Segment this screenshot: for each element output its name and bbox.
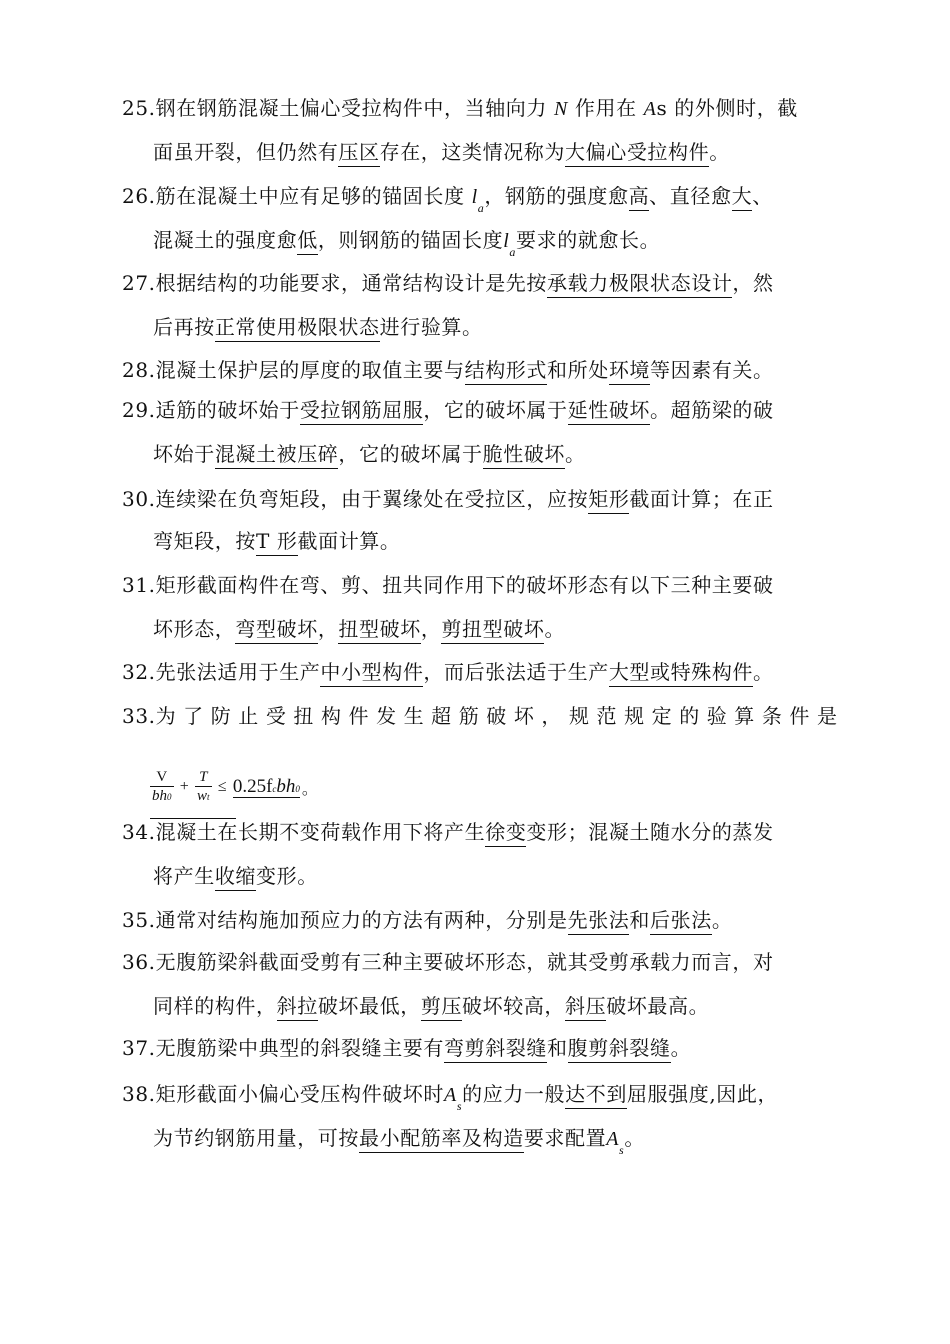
question-31-line-2 bbox=[153, 615, 565, 643]
question-text: 的应力一般 bbox=[462, 1082, 566, 1106]
plus-sign: + bbox=[179, 778, 189, 795]
question-text: 29.适筋的破坏始于 bbox=[122, 398, 300, 422]
question-text: 和所处 bbox=[547, 358, 609, 382]
question-text: 。 bbox=[670, 1036, 692, 1060]
question-25-line-2 bbox=[153, 138, 730, 166]
question-text: l bbox=[471, 186, 478, 208]
question-text: a bbox=[477, 201, 485, 215]
answer-blank: 后张法 bbox=[650, 908, 712, 935]
question-text: 破坏最低， bbox=[317, 994, 421, 1018]
answer-blank: 先张法 bbox=[568, 908, 630, 935]
question-text: 35.通常对结构施加预应力的方法有两种，分别是 bbox=[122, 908, 568, 932]
torsion-fraction bbox=[195, 768, 212, 806]
question-text: ，则钢筋的锚固长度 bbox=[317, 228, 504, 252]
question-30-line-1 bbox=[122, 485, 774, 513]
question-text: 和 bbox=[547, 1036, 568, 1060]
question-text: ，而后张法适于生产 bbox=[423, 660, 609, 684]
question-text: ，然 bbox=[732, 271, 774, 295]
question-text: 作用在 bbox=[567, 96, 644, 120]
answer-blank: 压区 bbox=[338, 140, 379, 167]
question-text: 同样的构件， bbox=[153, 994, 277, 1018]
question-text: A bbox=[606, 1128, 620, 1150]
question-text: 面虽开裂，但仍然有 bbox=[153, 140, 339, 164]
question-text: 进行验算。 bbox=[379, 315, 483, 339]
question-text: 要求配置 bbox=[523, 1126, 607, 1150]
question-text: 变形。 bbox=[256, 864, 318, 888]
question-text: s 的外侧时，截 bbox=[656, 96, 798, 120]
question-text: 混凝土的强度愈 bbox=[153, 228, 298, 252]
question-text: 变形；混凝土随水分的蒸发 bbox=[526, 820, 774, 844]
question-text: 、直径愈 bbox=[649, 184, 732, 208]
question-text: 截面计算；在正 bbox=[629, 487, 774, 511]
question-text: 截面计算。 bbox=[297, 529, 401, 553]
answer-blank: 弯型破坏 bbox=[235, 617, 317, 644]
question-text: 25.钢在钢筋混凝土偏心受拉构件中，当轴向力 bbox=[122, 96, 554, 120]
question-text: 存在，这类情况称为 bbox=[379, 140, 566, 164]
question-37-line-1 bbox=[122, 1034, 691, 1062]
formula-rhs: 0.25fcbh0 bbox=[232, 776, 300, 797]
answer-blank: 混凝土被压碎 bbox=[215, 442, 339, 469]
question-36-line-1 bbox=[122, 948, 774, 976]
question-text: A bbox=[643, 98, 657, 120]
question-27-line-1 bbox=[122, 269, 774, 297]
answer-blank: 受拉钢筋屈服 bbox=[300, 398, 424, 425]
answer-blank: 矩形 bbox=[588, 487, 629, 514]
answer-blank: 最小配筋率及构造 bbox=[359, 1126, 524, 1153]
answer-blank: 剪压 bbox=[421, 994, 462, 1021]
question-38-line-1 bbox=[122, 1080, 778, 1111]
question-text: 37.无腹筋梁中典型的斜裂缝主要有 bbox=[122, 1036, 445, 1060]
answer-blank: 达不到 bbox=[565, 1082, 627, 1109]
answer-blank: 承载力极限状态设计 bbox=[547, 271, 732, 298]
question-text: s bbox=[456, 1099, 463, 1113]
torsion-check-formula bbox=[150, 768, 320, 806]
question-29-line-1 bbox=[122, 396, 774, 424]
question-28-line-1 bbox=[122, 356, 774, 384]
answer-blank: T 形 bbox=[256, 529, 298, 556]
question-38-line-2 bbox=[153, 1124, 645, 1155]
answer-blank: 中小型构件 bbox=[320, 660, 423, 687]
leq-sign: ≤ bbox=[217, 778, 227, 795]
question-34-line-2 bbox=[153, 862, 318, 890]
question-33-line-1 bbox=[122, 702, 838, 730]
question-text: 为节约钢筋用量，可按 bbox=[153, 1126, 359, 1150]
answer-blank: 正常使用极限状态 bbox=[215, 315, 380, 342]
answer-blank: 延性破坏 bbox=[568, 398, 650, 425]
question-26-line-2 bbox=[153, 226, 660, 257]
question-36-line-2 bbox=[153, 992, 709, 1020]
question-text: 破坏较高， bbox=[462, 994, 566, 1018]
question-text: 。 bbox=[624, 1126, 645, 1150]
question-text: ， bbox=[317, 617, 339, 641]
question-31-line-1 bbox=[122, 571, 774, 599]
question-26-line-1 bbox=[122, 182, 773, 213]
answer-blank: 腹剪斜裂缝 bbox=[568, 1036, 671, 1063]
answer-blank: 大 bbox=[732, 184, 753, 211]
question-text: 、 bbox=[752, 184, 773, 208]
question-25-line-1 bbox=[122, 94, 798, 123]
question-29-line-2 bbox=[153, 440, 586, 468]
question-35-line-1 bbox=[122, 906, 732, 934]
answer-blank: 结构形式 bbox=[465, 358, 547, 385]
fraction-denominator: bh0 bbox=[152, 788, 172, 804]
question-text: 28.混凝土保护层的厚度的取值主要与 bbox=[122, 358, 465, 382]
shear-fraction bbox=[150, 768, 174, 806]
question-text: 。 bbox=[711, 908, 733, 932]
question-text: a bbox=[509, 245, 516, 259]
answer-blank: 高 bbox=[629, 184, 650, 211]
answer-blank: 斜拉 bbox=[277, 994, 318, 1021]
answer-blank: 环境 bbox=[609, 358, 650, 385]
question-text: 38.矩形截面小偏心受压构件破坏时 bbox=[122, 1082, 445, 1106]
question-27-line-2 bbox=[153, 313, 483, 341]
question-text: s bbox=[619, 1143, 625, 1157]
question-text: 要求的就愈长。 bbox=[516, 228, 661, 252]
answer-blank: 徐变 bbox=[485, 820, 526, 847]
question-text: ，它的破坏属于 bbox=[423, 398, 568, 422]
answer-blank: 大偏心受拉构件 bbox=[565, 140, 709, 167]
answer-blank: 斜压 bbox=[565, 994, 606, 1021]
answer-blank: 收缩 bbox=[215, 864, 256, 891]
question-text: 。 bbox=[709, 140, 730, 164]
formula-end: 。 bbox=[301, 780, 318, 798]
question-text: A bbox=[444, 1084, 457, 1106]
question-34-line-1 bbox=[122, 818, 774, 846]
fraction-denominator: wt bbox=[197, 788, 210, 804]
question-text: 34.混凝土在长期不变荷载作用下将产生 bbox=[122, 820, 486, 844]
answer-blank: 弯剪斜裂缝 bbox=[444, 1036, 547, 1063]
question-text: 屈服强度,因此， bbox=[626, 1082, 779, 1106]
fraction-numerator: V bbox=[150, 768, 174, 787]
question-text: ， bbox=[420, 617, 442, 641]
question-text: 26.筋在混凝土中应有足够的锚固长度 bbox=[122, 184, 472, 208]
question-text: 31.矩形截面构件在弯、剪、扭共同作用下的破坏形态有以下三种主要破 bbox=[122, 573, 774, 597]
question-text: 。超筋梁的破 bbox=[650, 398, 774, 422]
answer-blank: 剪扭型破坏 bbox=[441, 617, 544, 644]
question-32-line-1 bbox=[122, 658, 774, 686]
question-text: 和 bbox=[629, 908, 651, 932]
answer-blank: 大型或特殊构件 bbox=[609, 660, 753, 687]
question-text: 33.为 了 防 止 受 扭 构 件 发 生 超 筋 破 坏 ， 规 范 规 定 的 验 算 条 件 是 bbox=[122, 704, 838, 728]
question-text: 后再按 bbox=[153, 315, 215, 339]
question-text: ，钢筋的强度愈 bbox=[484, 184, 629, 208]
question-text: 36.无腹筋梁斜截面受剪有三种主要破坏形态，就其受剪承载力而言，对 bbox=[122, 950, 774, 974]
question-text: 30.连续梁在负弯矩段，由于翼缘处在受拉区，应按 bbox=[122, 487, 589, 511]
formula-underline bbox=[150, 818, 236, 819]
question-text: 。 bbox=[544, 617, 566, 641]
answer-blank: 脆性破坏 bbox=[483, 442, 565, 469]
question-text: 27.根据结构的功能要求，通常结构设计是先按 bbox=[122, 271, 548, 295]
question-text: 。 bbox=[753, 660, 774, 684]
question-text: 弯矩段，按 bbox=[153, 529, 256, 553]
question-text: 破坏最高。 bbox=[606, 994, 710, 1018]
answer-blank: 扭型破坏 bbox=[338, 617, 420, 644]
question-text: l bbox=[503, 230, 510, 252]
question-text: 等因素有关。 bbox=[650, 358, 774, 382]
question-text: 。 bbox=[565, 442, 586, 466]
fraction-numerator: T bbox=[195, 768, 212, 787]
question-text: ，它的破坏属于 bbox=[338, 442, 483, 466]
question-text: 坏形态， bbox=[153, 617, 236, 641]
answer-blank: 低 bbox=[297, 228, 318, 255]
question-text: N bbox=[553, 98, 568, 120]
question-text: 将产生 bbox=[153, 864, 215, 888]
question-text: 32.先张法适用于生产 bbox=[122, 660, 321, 684]
question-30-line-2 bbox=[153, 527, 401, 555]
question-text: 坏始于 bbox=[153, 442, 215, 466]
